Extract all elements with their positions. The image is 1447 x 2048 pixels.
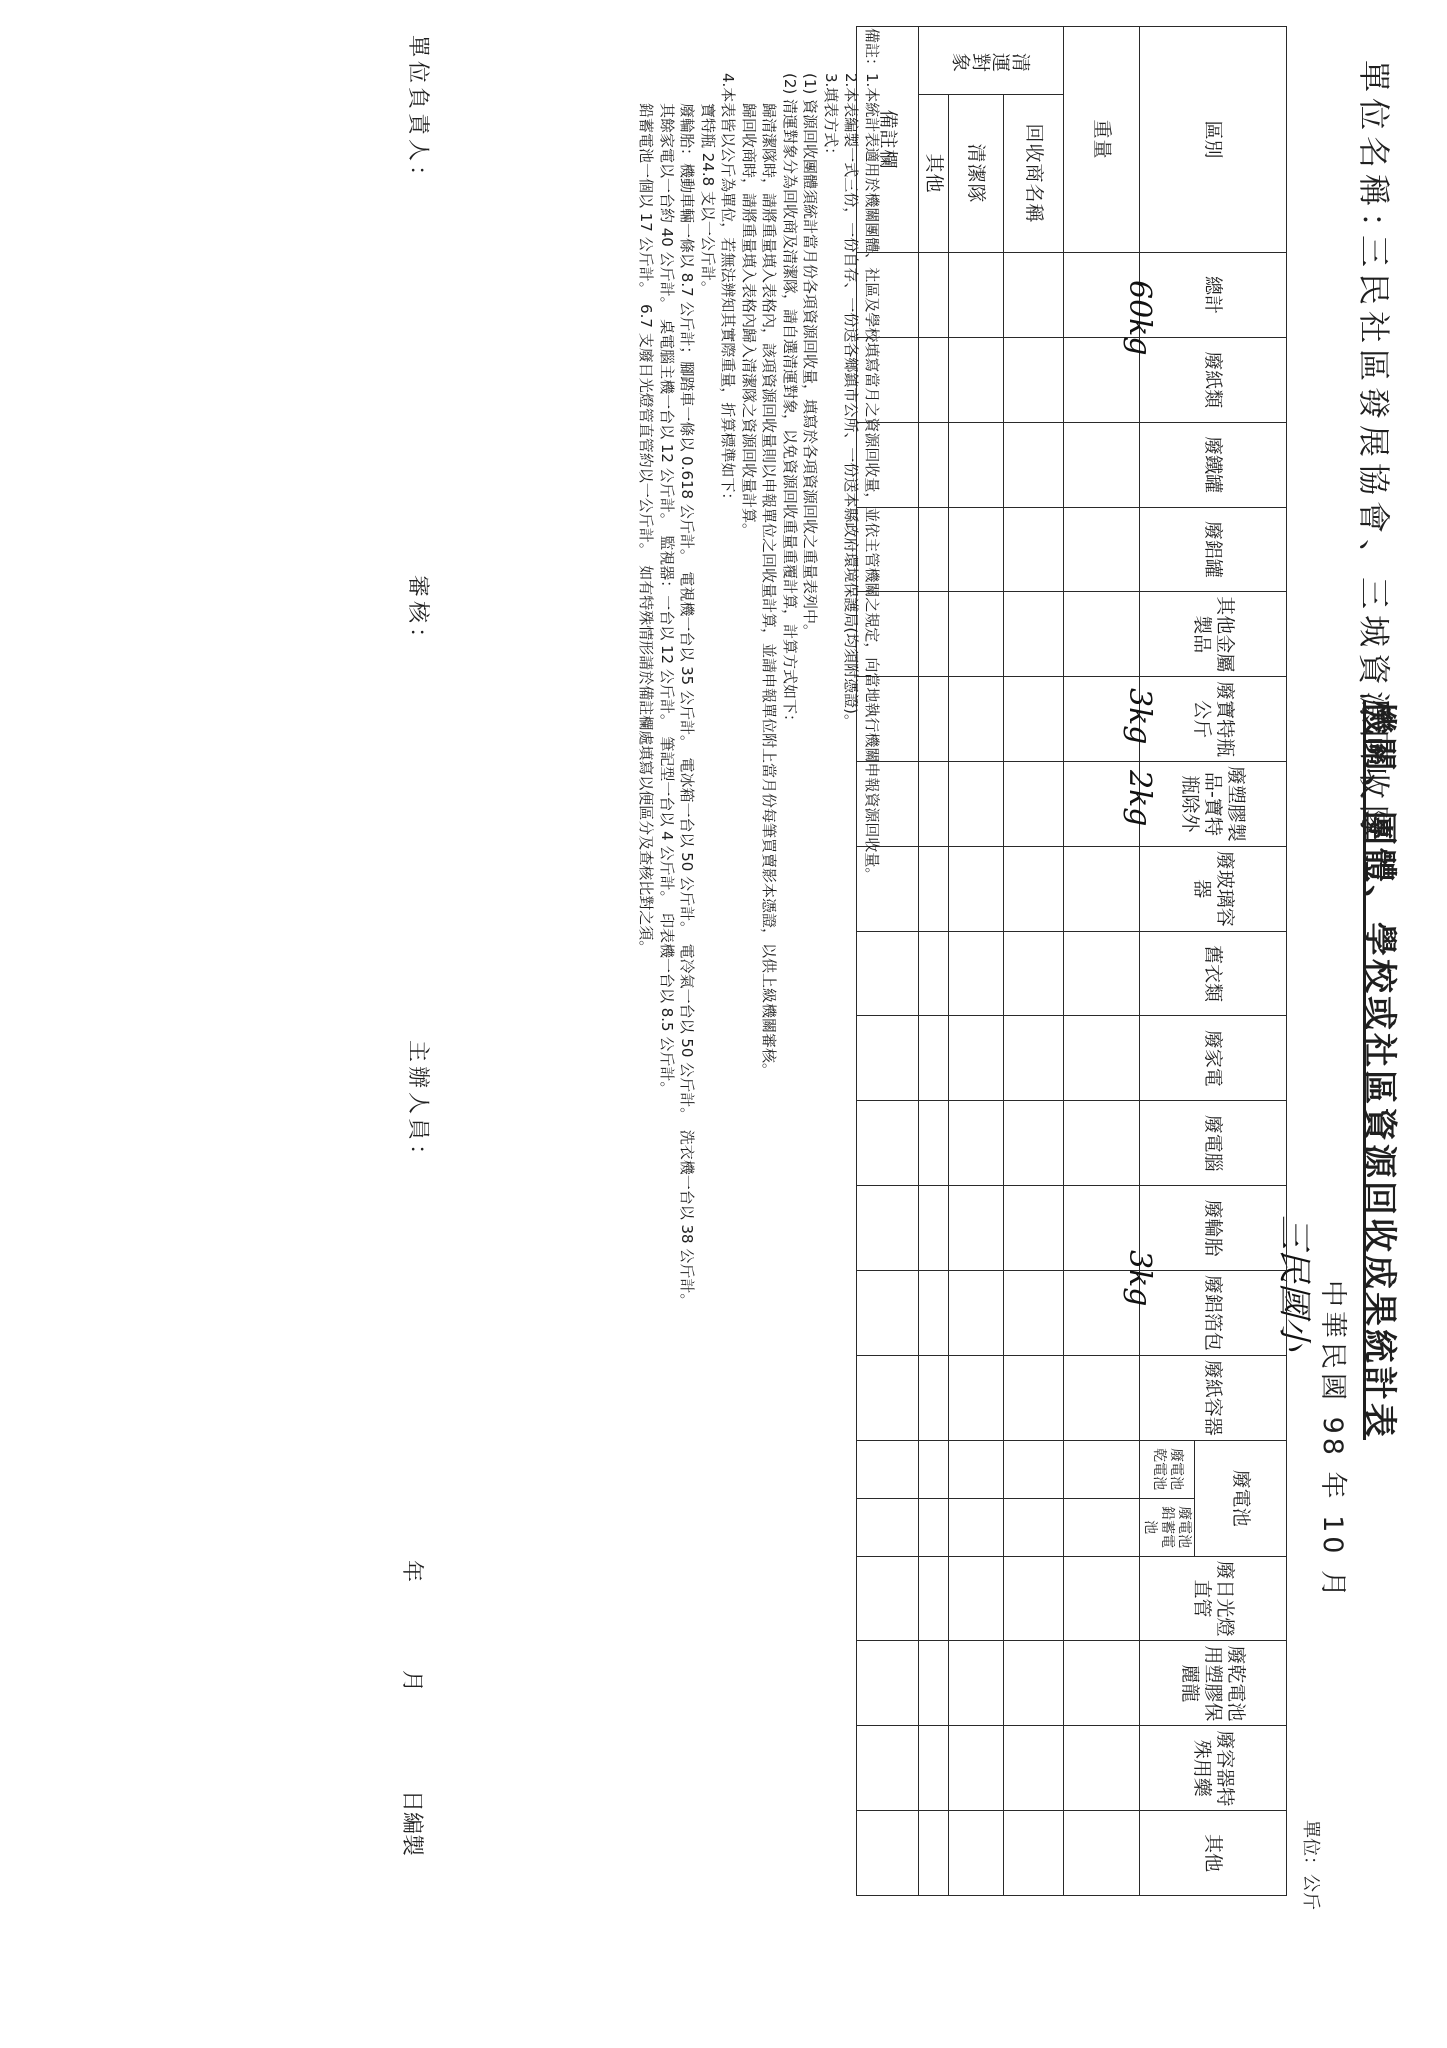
- corner-cell: 區別: [1139, 27, 1286, 253]
- handwritten-weight-plastic: 2kg: [1122, 770, 1157, 827]
- form-title: 機關、團體、學校或社區資源回收成果統計表: [1359, 700, 1399, 1440]
- col-header-7: 廢塑膠製品-寶特瓶除外: [1139, 762, 1286, 847]
- col-header-9: 舊衣類: [1139, 931, 1286, 1016]
- col-header-8: 廢玻璃容器: [1139, 846, 1286, 931]
- note-line: 廢輪胎：機動車輛一條以 8.7 公斤計；腳踏車一條以 0.618 公斤計。 電視機一台以 35 公斤計。 電冰箱一台以 50 公斤計。 電冷氣一台以 50 公斤計。 洗衣機一台以 38 公斤計。: [678, 103, 697, 1309]
- footer-day-compiled: 日編製: [399, 1790, 424, 1857]
- note-line: 備註：1.本統計表適用於機關團體、社區及學校填寫當月之資源回收量，並依主管機關之規定，向當地執行機關申報資源回收量。: [863, 28, 881, 883]
- report-date: 中華民國 98 年 10 月: [1317, 1280, 1348, 1602]
- row-label-other: 其他: [918, 95, 948, 253]
- col-header-3: 廢鐵罐: [1139, 422, 1286, 507]
- note-line: 其餘家電以一台約 40 公斤計。 桌電腦主機一台以 12 公斤計。 監視器：一台以 12 公斤計。 筆記型一台以 4 公斤計。 印表機一台以 8.5 公斤計。: [658, 103, 676, 1097]
- handwritten-weight-aluminum-foil: 3kg: [1122, 1250, 1157, 1307]
- col-header-17: 廢日光燈直管: [1139, 1556, 1286, 1641]
- table-row: [918, 27, 948, 1896]
- col-header-12: 廢輪胎: [1139, 1186, 1286, 1271]
- col-header-1: 總計: [1139, 253, 1286, 338]
- handler-label: 主辦人員：: [405, 1040, 430, 1171]
- note-line: 歸回收商時，請將重量填入表格內歸入清潔隊之資源回收量計算。: [740, 103, 758, 539]
- footer-year: 年: [399, 1560, 424, 1583]
- col-header-15: 廢電池 乾電池: [1139, 1440, 1194, 1498]
- handwritten-school-name: 三民國小: [1274, 1215, 1314, 1351]
- col-header-18: 廢乾電池用塑膠保麗龍: [1139, 1641, 1286, 1726]
- handwritten-weight-pet-bottle: 3kg: [1122, 688, 1157, 745]
- note-line: (2) 清運對象分為回收商及清潔隊，請自選清運對象，以免資源回收重量重覆計算，計算方式如下：: [781, 73, 799, 730]
- col-header-20: 其他: [1139, 1811, 1286, 1896]
- handwritten-weight-paper: 60kg: [1122, 280, 1157, 356]
- row-label-remarks: 備註欄: [856, 27, 918, 253]
- col-header-4: 廢鋁罐: [1139, 507, 1286, 592]
- table-row: [1003, 27, 1063, 1896]
- battery-group-header: 廢電池: [1195, 1440, 1287, 1556]
- row-label-clean-transport: 清運對象: [918, 27, 1063, 95]
- auditor-label: 審核：: [405, 575, 430, 654]
- note-line: (1) 資源回收團體須統計當月份各項資源回收量，填寫於各項資源回收之重量表列中。: [801, 73, 820, 640]
- header-row: [1195, 27, 1287, 1896]
- note-line: 2.本表編製一式三份，一份自存、一份送各鄉鎮市公所、一份送本縣政府環境保護局(均須附憑證)。: [842, 73, 861, 730]
- responsible-person-label: 單位負責人：: [405, 35, 430, 192]
- note-line: 4.本表皆以公斤為單位，若無法辨知其實際重量，折算標準如下：: [719, 73, 738, 508]
- col-header-14: 廢紙容器: [1139, 1355, 1286, 1440]
- note-line: 寶特瓶 24.8 支以一公斤計。: [699, 103, 717, 296]
- col-header-10: 廢家電: [1139, 1016, 1286, 1101]
- col-header-19: 廢容器特殊用藥: [1139, 1726, 1286, 1811]
- note-line: 歸清潔隊時，請將重量填入表格內，該項資源回收量則以申報單位之回收量計算，並請申報單位附上當月份每筆買賣影本憑證，以供上級機關審核。: [760, 103, 779, 1079]
- row-label-clean-team: 清潔隊: [948, 95, 1003, 253]
- col-header-11: 廢電腦: [1139, 1101, 1286, 1186]
- unit-label: 單位：公斤: [1300, 1820, 1321, 1910]
- footer-month: 月: [399, 1670, 424, 1693]
- recycling-statistics-table: [856, 26, 1287, 1896]
- table-row: [948, 27, 1003, 1896]
- col-header-5: 其他金屬製品: [1139, 592, 1286, 677]
- row-label-weight: 重量: [1063, 27, 1139, 253]
- col-header-2: 廢紙類: [1139, 337, 1286, 422]
- row-label-recycler-name: 回收商名稱: [1003, 95, 1063, 253]
- col-header-16: 廢電池 鉛蓄電池: [1139, 1498, 1194, 1556]
- unit-name-label: 單位名稱：: [1355, 60, 1393, 251]
- col-header-6: 廢寶特瓶公斤: [1139, 677, 1286, 762]
- notes-block: [636, 28, 882, 1308]
- unit-name-value: 三民社區發展協會、三城資源回收隊: [1355, 235, 1393, 844]
- note-line: 3.填表方式：: [822, 73, 840, 163]
- note-line: 鉛蓄電池一個以 17 公斤計。 6.7 支廢日光燈管直管約以一公斤計。 如有特殊情形請於備註欄處填寫以便區分及查核比對之須。: [637, 103, 656, 956]
- col-header-13: 廢鋁箔包: [1139, 1270, 1286, 1355]
